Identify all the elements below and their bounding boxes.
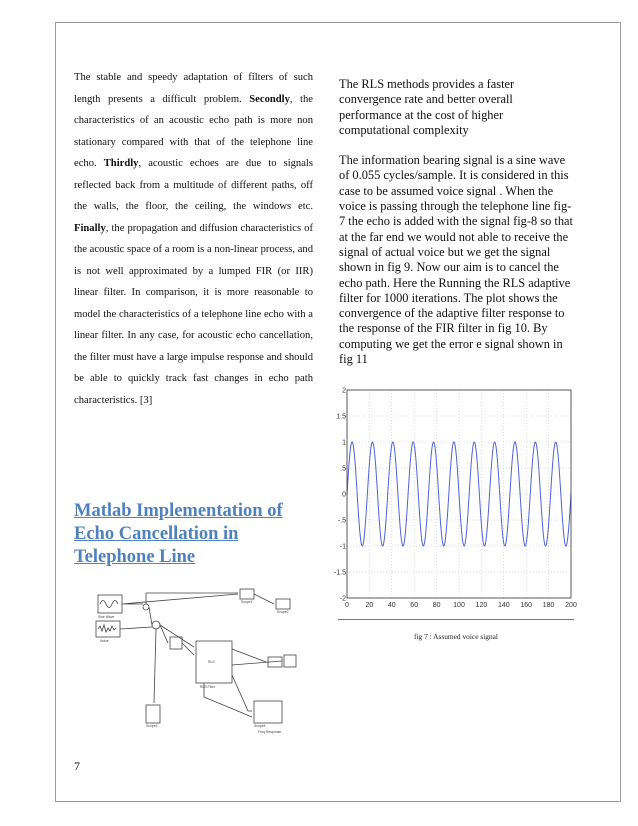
- diagram-block: [254, 701, 282, 723]
- text-run: The stable and speedy adaptation of filters of such length presents a difficult problem.: [74, 72, 313, 105]
- block-label: RLS: [208, 660, 215, 664]
- diagram-svg: [88, 585, 303, 763]
- block-label: Sine Wave: [98, 615, 115, 619]
- diagram-block: [240, 589, 254, 599]
- x-tick-label: 20: [365, 602, 374, 609]
- left-column: [74, 67, 313, 411]
- text-run: , the propagation and diffusion characteristics of the acoustic space of a room is a non-linear process, and is not well approximated by a lumped FIR (or IIR) linear filter. In comparison, it is more reasonable to model the characteristics of a telephone line echo with a linear filter. In any case, for acoustic echo cancellation, the filter must have a large impulse response and should be able to quickly track fast changes in echo path characteristics. [3]: [74, 222, 313, 406]
- diagram-noise: [98, 625, 116, 632]
- figure-caption: fig 7 : Assumed voice signal: [414, 632, 498, 641]
- block-label: Scope2: [277, 610, 289, 614]
- x-tick-label: 60: [410, 602, 419, 609]
- y-tick-label: -1: [339, 543, 346, 551]
- diagram-block: [96, 621, 120, 637]
- y-tick-label: 0: [342, 491, 346, 499]
- chart-svg: [333, 386, 577, 612]
- diagram-block: [284, 655, 296, 667]
- section-heading: Matlab Implementation of Echo Cancellation in Telephone Line: [74, 501, 283, 567]
- x-tick-label: 0: [345, 602, 349, 609]
- left-paragraph: [74, 67, 313, 411]
- text-run: , the characteristics of an acoustic echo path is more non stationary compared with that of the telephone line echo.: [74, 93, 313, 169]
- diagram-block: [170, 637, 182, 649]
- diagram-wave: [100, 601, 118, 608]
- diagram-block: [146, 705, 160, 723]
- right-paragraph: The RLS methods provides a faster convergence rate and better overall performance at the cost of higher computational complexity: [339, 77, 515, 137]
- x-tick-label: 40: [387, 602, 396, 609]
- block-label: Freq Response: [258, 730, 282, 734]
- block-label: RLS Filter: [200, 685, 216, 689]
- y-tick-label: 1.5: [336, 413, 346, 421]
- y-tick-label: -1.5: [333, 569, 346, 577]
- finally-label: Finally: [74, 222, 106, 234]
- diagram-sum: [143, 604, 149, 610]
- x-tick-label: 140: [497, 602, 510, 609]
- diagram-block: [98, 595, 122, 613]
- y-tick-label: -.5: [337, 517, 346, 525]
- text-run: , acoustic echoes are due to signals reflected back from a multitude of different paths, off the walls, the floor, the ceiling, the windows etc.: [74, 158, 313, 212]
- block-label: Noise: [100, 639, 109, 643]
- thirdly-label: Thirdly: [103, 158, 139, 169]
- page-number: 7: [74, 759, 80, 773]
- y-tick-label: -2: [339, 595, 346, 603]
- right-paragraph: The information bearing signal is a sine wave of 0.055 cycles/sample. It is considered in this case to be assumed voice signal . When the voice is passing through the telephone line fig-7 the echo is added with the signal fig-8 so that at the far end we would not able to receive the signal of actual voice but we get the signal shown in fig 9. Now our aim is to cancel the echo path. Here the Running the RLS adaptive filter for 1000 iterations. The plot shows the convergence of the adaptive filter response to the response of the FIR filter in fig 10. By computing we get the error e signal shown in fig 11: [339, 153, 573, 367]
- block-label: Scope4: [254, 724, 266, 728]
- y-tick-label: 2: [342, 387, 346, 395]
- diagram-block: [276, 599, 290, 609]
- x-tick-label: 80: [432, 602, 441, 609]
- caption-rule: [338, 619, 574, 620]
- block-label: Scope3: [146, 724, 158, 728]
- x-tick-label: 120: [475, 602, 488, 609]
- right-column: [339, 77, 575, 367]
- y-tick-label: 1: [342, 439, 346, 447]
- x-tick-label: 160: [520, 602, 533, 609]
- x-tick-label: 180: [542, 602, 555, 609]
- x-tick-label: 200: [565, 602, 577, 609]
- block-label: Scope1: [241, 600, 253, 604]
- secondly-label: Secondly: [249, 93, 290, 105]
- sine-chart: [333, 386, 577, 612]
- x-tick-label: 100: [453, 602, 465, 609]
- y-tick-label: .5: [340, 465, 346, 473]
- diagram-sum: [152, 621, 160, 629]
- simulink-diagram: [88, 585, 303, 763]
